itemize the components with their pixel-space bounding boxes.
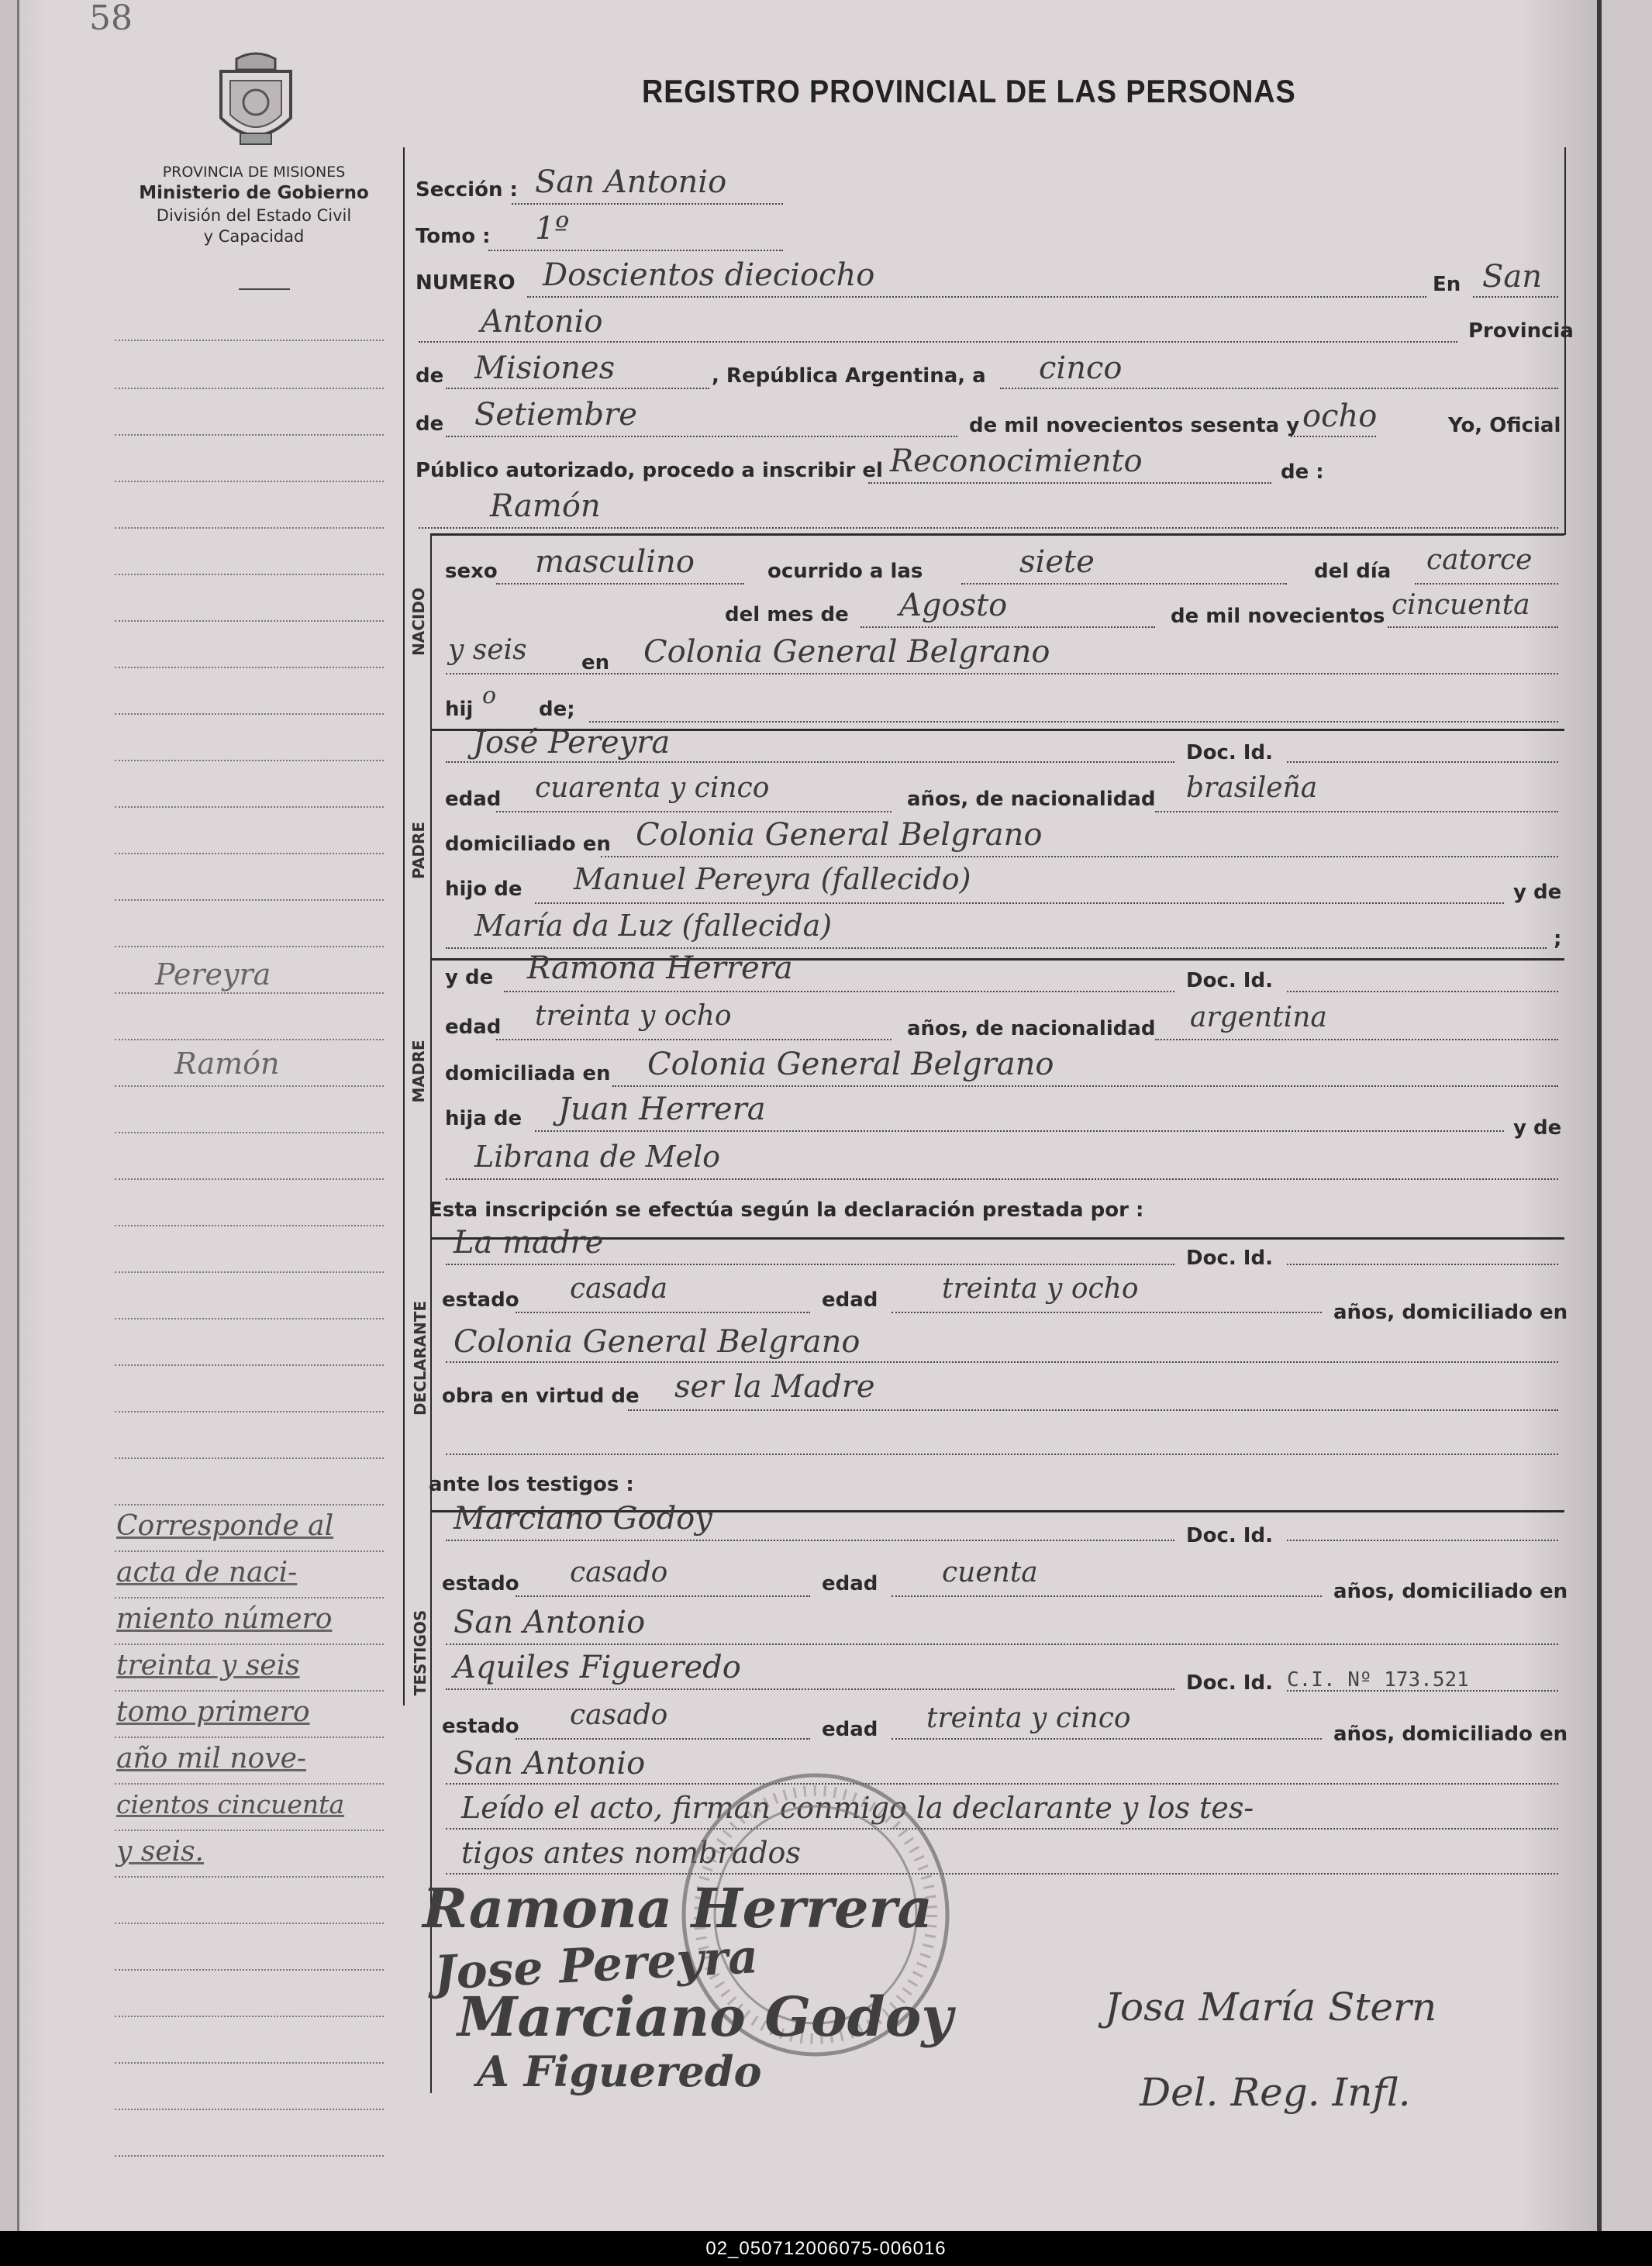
day-value: cinco [1039,350,1123,386]
provincial-seal-icon [205,48,306,157]
padre-domicilio-line [601,856,1558,857]
en-value: San [1482,259,1543,295]
seccion-label: Sección : [416,178,518,202]
madre-y-de-label-2: y de [1513,1116,1562,1140]
org-ministry: Ministerio de Gobierno [139,182,369,203]
nacido-section-label: NACIDO [409,588,428,656]
declarante-doc-line [1287,1264,1558,1265]
signature-a-figueredo: A Figueredo [477,2047,762,2096]
testigo-2-edad-line [892,1738,1322,1740]
testigo-2-doc-label: Doc. Id. [1186,1671,1273,1695]
testigos-intro: ante los testigos : [429,1473,634,1496]
padre-name-line [446,761,1174,763]
signature-officer: Josa María Stern [1105,1985,1437,2030]
testigo-2-doc-value: C.I. Nº 173.521 [1287,1668,1469,1692]
madre-domicilio-label: domiciliada en [445,1062,611,1085]
margin-note-line-2: acta de naci- [116,1557,298,1588]
main-left-rule [403,147,405,1706]
declarante-doc-label: Doc. Id. [1186,1247,1273,1270]
tomo-line [488,250,783,251]
declarante-section-label: DECLARANTE [411,1300,429,1416]
testigo-2-doc-line [1287,1690,1558,1692]
footer-bar [0,2231,1652,2266]
testigo-2-name: Aquiles Figueredo [454,1650,741,1685]
declarante-intro: Esta inscripción se efectúa según la declaración prestada por : [429,1199,1144,1222]
sexo-line [496,583,744,585]
hora-value: siete [1019,544,1095,580]
declarante-estado-value: casada [570,1273,668,1305]
margin-note-name: Ramón [174,1047,280,1081]
madre-name-line [504,991,1174,992]
provincia-label: Provincia [1468,319,1574,343]
padre-domicilio-label: domiciliado en [445,833,611,856]
org-header [109,163,399,247]
testigo-1-estado-line [516,1595,810,1597]
testigo-2-name-line [446,1688,1174,1690]
lugar-line [446,673,1558,674]
declarante-name-value: La madre [454,1225,604,1261]
en-label: En [1433,273,1461,296]
padre-section-label: PADRE [409,822,428,879]
signature-marciano-godoy: Marciano Godoy [457,1985,954,2049]
seccion-value: San Antonio [535,164,727,200]
month-value: Setiembre [474,397,637,433]
hora-line [961,583,1287,585]
de-label-2: de [416,412,444,436]
padre-edad-label: edad [445,788,502,811]
madre-madre-line [446,1178,1558,1180]
declarante-edad-label: edad [822,1288,878,1312]
testigo-2-edad-value: treinta y cinco [926,1702,1131,1734]
testigo-1-dom-value: San Antonio [454,1605,646,1640]
place-line [419,341,1457,343]
declarante-estado-label: estado [442,1288,519,1312]
anio-label: de mil novecientos [1171,605,1385,628]
testigo-2-estado-value: casado [570,1699,668,1731]
hijo-label: hij [445,698,474,721]
year-label: de mil novecientos sesenta y [969,414,1300,437]
margin-note-line-3: miento número [116,1603,333,1635]
padre-padre-value: Manuel Pereyra (fallecido) [574,862,971,896]
de-label-1: de [416,364,444,388]
padre-domicilio-value: Colonia General Belgrano [636,817,1043,853]
declarante-edad-line [892,1312,1322,1313]
page-number: 58 [89,0,133,38]
margin-note-line-8: y seis. [116,1836,204,1868]
anio-value: cincuenta [1392,589,1530,621]
hijo-de-label: de; [539,698,575,721]
signature-officer-title: Del. Reg. Infl. [1140,2070,1411,2115]
padre-madre-line [446,947,1547,949]
testigo-1-name-line [446,1540,1174,1541]
padre-edad-line [496,811,892,812]
padre-name-value: José Pereyra [473,725,671,761]
anio-line [1388,626,1558,628]
closing-line-2-rule [446,1873,1558,1875]
org-province: PROVINCIA DE MISIONES [162,164,346,181]
padre-nacionalidad-line [1155,811,1558,812]
org-capacity: y Capacidad [203,226,305,246]
madre-edad-label: edad [445,1016,502,1039]
declarante-obra-label: obra en virtud de [442,1385,640,1408]
margin-note-line-6: año mil nove- [116,1743,307,1775]
publico-label: Público autorizado, procedo a inscribir el [416,459,883,482]
image-id-label: 02_050712006075-006016 [705,2237,947,2259]
padre-hijo-de-label: hijo de [445,878,523,901]
padre-doc-label: Doc. Id. [1186,741,1273,764]
madre-doc-label: Doc. Id. [1186,969,1273,992]
madre-hija-de-label: hija de [445,1107,523,1130]
mes-value: Agosto [899,588,1008,623]
margin-note-line-5: tomo primero [116,1696,310,1728]
inner-left-rule [430,535,432,2093]
dia-line [1415,583,1558,585]
padre-semicolon: ; [1554,927,1562,950]
declarante-name-line [446,1264,1174,1265]
padre-nacionalidad-value: brasileña [1186,772,1318,804]
de-colon-label: de : [1281,460,1324,484]
declarante-estado-line [516,1312,810,1313]
closing-line-2: tigos antes nombrados [461,1836,801,1870]
provincia-line [446,388,709,389]
testigo-1-dom-label: años, domiciliado en [1333,1580,1568,1603]
margin-note-surname: Pereyra [155,957,271,992]
padre-madre-value: María da Luz (fallecida) [474,909,833,943]
padre-y-de-label: y de [1513,881,1562,904]
testigo-1-edad-line [892,1595,1322,1597]
adjacent-page-edge [1597,0,1652,2231]
madre-padre-value: Juan Herrera [558,1092,766,1127]
testigo-2-estado-label: estado [442,1715,519,1738]
padre-doc-line [1287,761,1558,763]
nacido-en-label: en [581,651,610,674]
testigo-1-dom-line [446,1643,1558,1645]
madre-nacionalidad-line [1155,1039,1558,1040]
child-name-line [419,527,1558,529]
left-binding-edge [0,0,19,2231]
republica-label: , República Argentina, a [712,364,986,388]
testigo-1-doc-line [1287,1540,1558,1541]
madre-name-value: Ramona Herrera [527,950,793,986]
testigos-section-label: TESTIGOS [411,1609,429,1696]
acto-value: Reconocimiento [890,443,1143,479]
child-name-value: Ramón [490,488,601,524]
declarante-obra-value: ser la Madre [674,1369,875,1405]
testigo-2-dom-label: años, domiciliado en [1333,1723,1568,1746]
dia-label: del día [1314,560,1392,583]
closing-line-1: Leído el acto, firman conmigo la declarante y los tes- [461,1791,1254,1825]
declarante-edad-value: treinta y ocho [942,1273,1139,1305]
hijo-line [589,721,1558,723]
margin-note-line-4: treinta y seis [116,1650,300,1681]
provincia-value: Misiones [474,350,616,386]
place-value: Antonio [481,304,603,340]
padre-padre-line [535,902,1504,904]
en-line [1473,296,1558,298]
month-line [446,436,957,437]
madre-y-de-label: y de [445,966,494,989]
sexo-value: masculino [535,544,695,580]
numero-label: NUMERO [416,271,516,295]
ocurrido-label: ocurrido a las [767,560,923,583]
testigo-1-edad-label: edad [822,1572,878,1595]
madre-section-label: MADRE [409,1040,428,1103]
testigo-2-estado-line [516,1738,810,1740]
closing-line-1-rule [446,1828,1558,1830]
madre-padre-line [535,1130,1504,1132]
anio-value-2: y seis [448,634,527,666]
declarante-domicilio-label: años, domiciliado en [1333,1301,1568,1324]
testigo-1-name: Marciano Godoy [454,1501,712,1537]
testigo-1-doc-label: Doc. Id. [1186,1524,1273,1547]
seccion-line [512,203,783,205]
declarante-blank-line [446,1454,1558,1455]
madre-anios-label: años, de nacionalidad [907,1017,1156,1040]
acto-line [868,482,1271,484]
numero-value: Doscientos dieciocho [543,257,875,293]
margin-note-line-7: cientos cincuenta [116,1789,345,1819]
nacido-top-rule [430,533,1564,536]
org-division: División del Estado Civil [156,205,352,225]
madre-domicilio-line [612,1085,1558,1087]
testigo-1-estado-value: casado [570,1557,668,1588]
tomo-label: Tomo : [416,225,491,248]
hijo-suffix: o [482,682,497,709]
madre-nacionalidad-value: argentina [1190,1002,1327,1033]
sexo-label: sexo [445,560,498,583]
org-underline [239,288,290,290]
madre-edad-value: treinta y ocho [535,1000,732,1032]
madre-edad-line [496,1039,892,1040]
margin-note-line-1: Corresponde al [116,1510,334,1542]
document-title: REGISTRO PROVINCIAL DE LAS PERSONAS [642,73,1296,109]
testigo-2-dom-value: San Antonio [454,1746,646,1781]
declarante-domicilio-line [446,1361,1558,1363]
declarante-obra-line [628,1409,1558,1411]
padre-anios-label: años, de nacionalidad [907,788,1156,811]
numero-line [527,296,1426,298]
declarante-domicilio-value: Colonia General Belgrano [454,1324,860,1360]
tomo-value: 1º [535,211,570,247]
padre-edad-value: cuarenta y cinco [535,772,770,804]
signature-ramona-herrera: Ramona Herrera [422,1876,933,1940]
mes-label: del mes de [725,603,849,626]
signature-jose-pereyra: Jose Pereyra [433,1930,760,2001]
testigo-2-dom-line [446,1783,1558,1785]
testigo-2-edad-label: edad [822,1718,878,1741]
madre-doc-line [1287,991,1558,992]
lugar-value: Colonia General Belgrano [643,634,1050,670]
year-value: ocho [1302,398,1378,434]
mes-line [860,626,1155,628]
oficial-label: Yo, Oficial [1448,414,1561,437]
dia-value: catorce [1426,544,1533,576]
year-line [1291,436,1376,437]
madre-madre-value: Librana de Melo [474,1140,721,1174]
madre-domicilio-value: Colonia General Belgrano [647,1047,1054,1082]
testigo-1-edad-value: cuenta [942,1557,1038,1588]
testigo-1-estado-label: estado [442,1572,519,1595]
day-line [1000,388,1558,389]
